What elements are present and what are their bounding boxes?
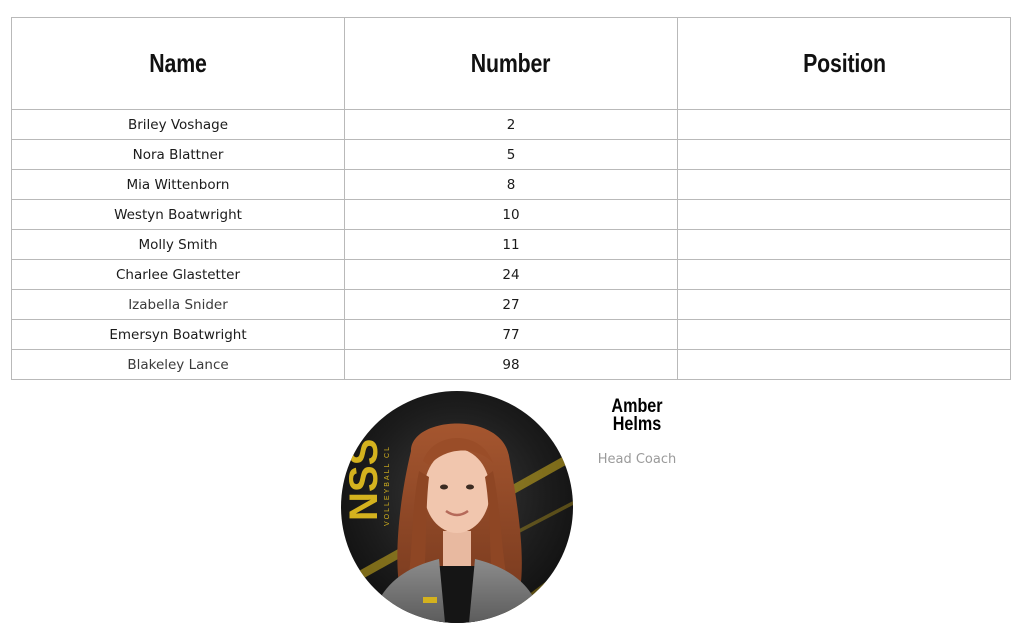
table-row bbox=[12, 320, 1011, 350]
table-row bbox=[12, 110, 1011, 140]
player-position bbox=[678, 290, 1011, 320]
player-name: Nora Blattner bbox=[12, 140, 345, 170]
column-header-name: Name bbox=[12, 18, 345, 110]
coach-last-name: Helms bbox=[612, 414, 662, 435]
coach-portrait-image bbox=[341, 391, 573, 623]
player-position bbox=[678, 110, 1011, 140]
player-name: Westyn Boatwright bbox=[12, 200, 345, 230]
player-name: Charlee Glastetter bbox=[12, 260, 345, 290]
table-row bbox=[12, 140, 1011, 170]
player-position bbox=[678, 230, 1011, 260]
player-name: Mia Wittenborn bbox=[12, 170, 345, 200]
player-number: 24 bbox=[345, 260, 678, 290]
table-row bbox=[12, 260, 1011, 290]
player-name: Blakeley Lance bbox=[12, 350, 345, 380]
column-header-position: Position bbox=[678, 18, 1011, 110]
column-header-number: Number bbox=[345, 18, 678, 110]
coach-name bbox=[586, 398, 688, 434]
player-position bbox=[678, 260, 1011, 290]
player-number: 11 bbox=[345, 230, 678, 260]
player-name: Molly Smith bbox=[12, 230, 345, 260]
table-row bbox=[12, 200, 1011, 230]
table-header-row bbox=[12, 18, 1011, 110]
table-row bbox=[12, 290, 1011, 320]
player-position bbox=[678, 140, 1011, 170]
player-number: 5 bbox=[345, 140, 678, 170]
player-number: 98 bbox=[345, 350, 678, 380]
coach-first-name: Amber bbox=[611, 396, 663, 417]
table-row bbox=[12, 170, 1011, 200]
player-name: Izabella Snider bbox=[12, 290, 345, 320]
roster-table bbox=[11, 17, 1011, 380]
player-name: Emersyn Boatwright bbox=[12, 320, 345, 350]
logo-text: NSS bbox=[342, 438, 386, 521]
coach-photo bbox=[341, 391, 573, 623]
player-position bbox=[678, 200, 1011, 230]
player-position bbox=[678, 170, 1011, 200]
coach-title: Head Coach bbox=[597, 452, 677, 467]
player-name: Briley Voshage bbox=[12, 110, 345, 140]
table-row bbox=[12, 350, 1011, 380]
player-number: 77 bbox=[345, 320, 678, 350]
logo-subtext: VOLLEYBALL CL bbox=[384, 445, 391, 526]
player-number: 10 bbox=[345, 200, 678, 230]
player-number: 2 bbox=[345, 110, 678, 140]
player-number: 27 bbox=[345, 290, 678, 320]
table-row bbox=[12, 230, 1011, 260]
player-position bbox=[678, 350, 1011, 380]
player-position bbox=[678, 320, 1011, 350]
player-number: 8 bbox=[345, 170, 678, 200]
